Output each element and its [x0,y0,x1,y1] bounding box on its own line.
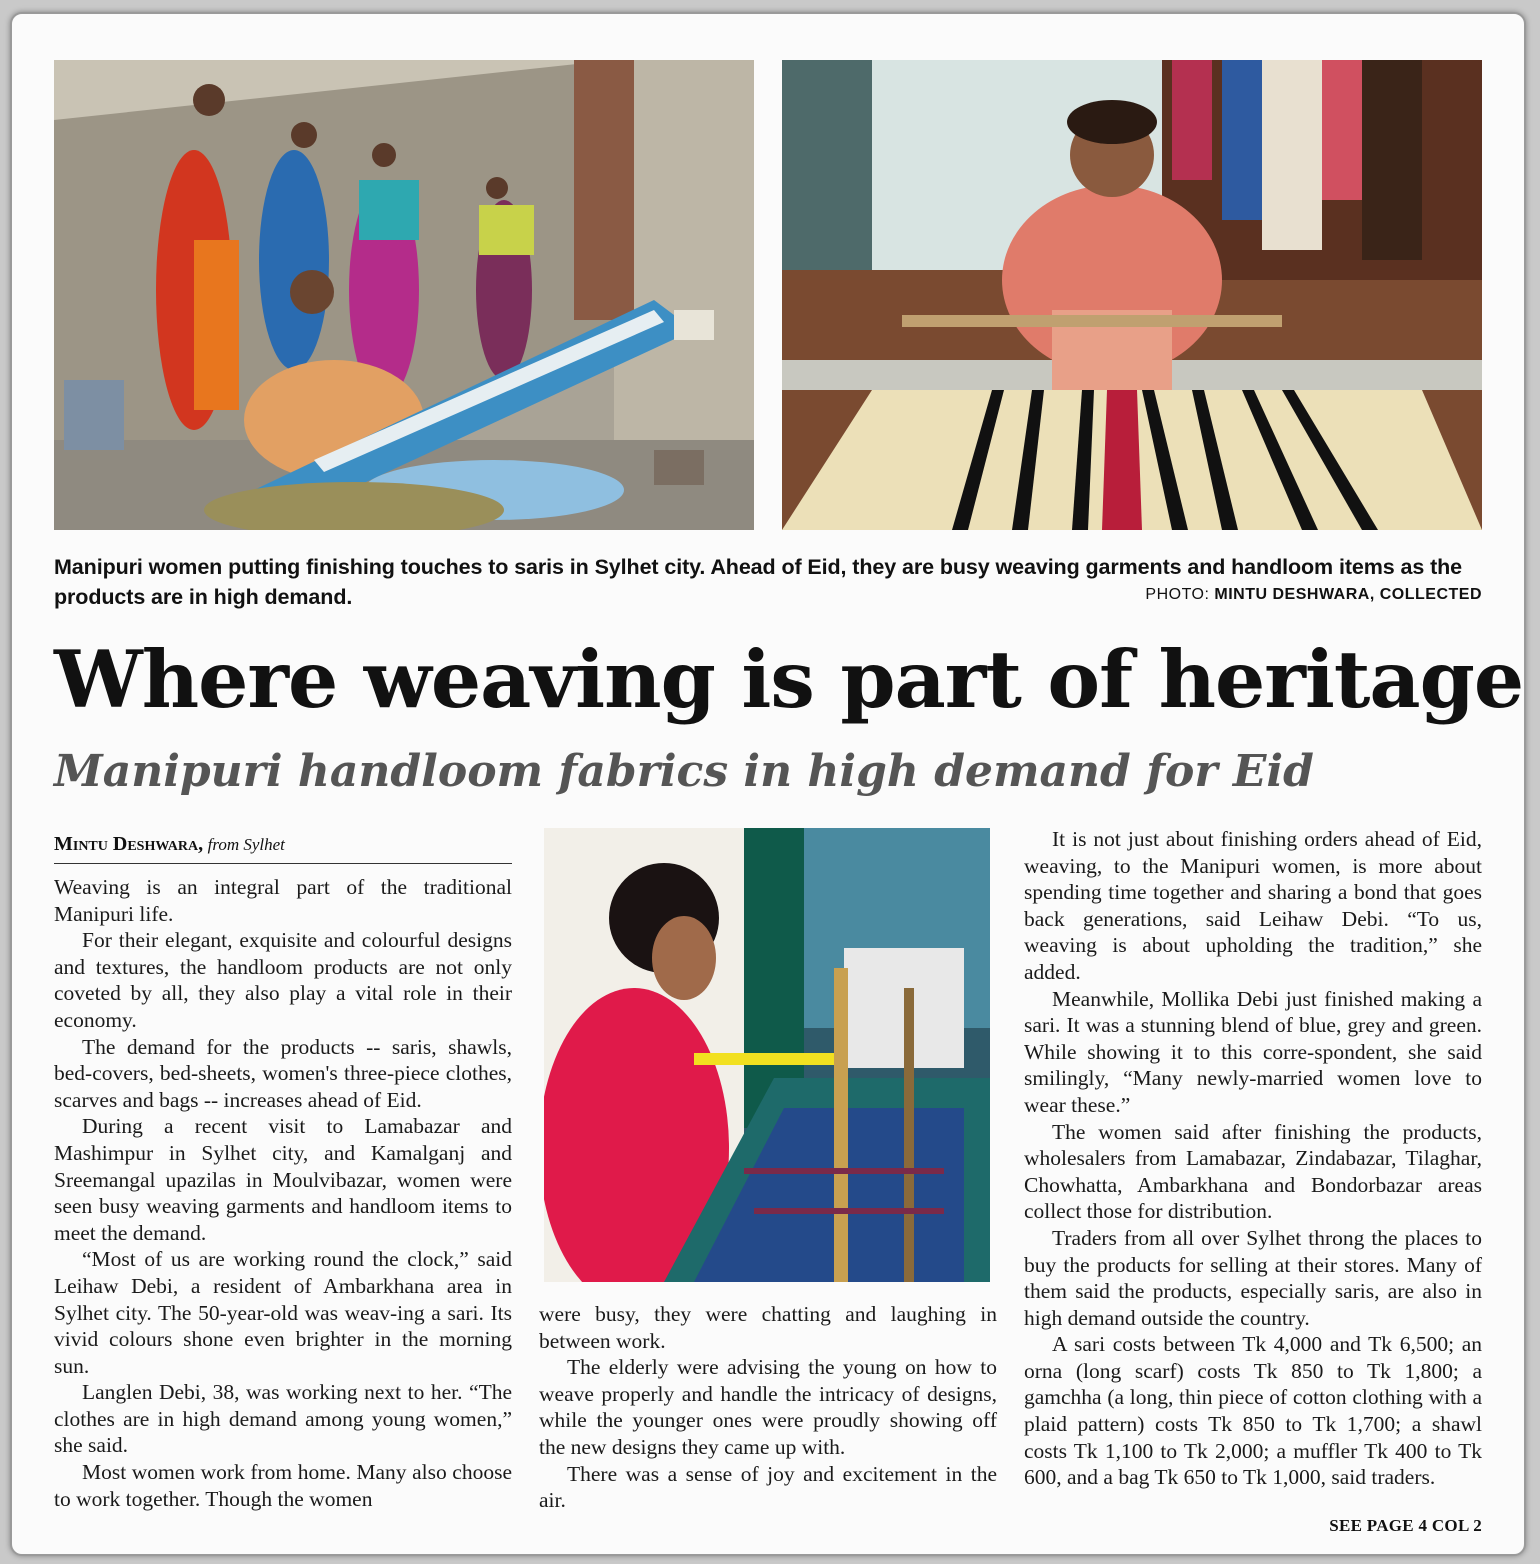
author-location: from Sylhet [207,835,285,854]
credit-names: MINTU DESHWARA, COLLECTED [1214,586,1482,603]
paragraph: There was a sense of joy and excitement in the air. [539,1461,997,1513]
paragraph: The elderly were advising the young on how to weave properly and handle the intricacy of designs, while the younger ones were proudly showing off the new designs they came up with. [539,1355,997,1459]
article-column-1 [54,874,512,1512]
article-column-2 [539,1301,997,1514]
paragraph: Traders from all over Sylhet throng the places to buy the products for selling at their stores. Many of them said the products, especially saris, are also in high demand outside the country. [1024,1225,1482,1330]
jump-line[interactable]: SEE PAGE 4 COL 2 [1329,1516,1482,1535]
article-column-3 [1024,826,1482,1491]
photo-woman-at-loom [782,60,1482,530]
paragraph: “Most of us are working round the clock,” said Leihaw Debi, a resident of Ambarkhana area in Sylhet city. The 50-year-old was weav-ing a sari. Its vivid colours shone even brighter in the morning sun. [54,1247,512,1378]
credit-label: PHOTO: [1145,586,1210,603]
author-name: Mintu Deshwara, [54,833,204,855]
paragraph: Meanwhile, Mollika Debi just finished making a sari. It was a stunning blend of blue, grey and green. While showing it to this corre-spondent, she said smilingly, “Many newly-married women love to wear these.” [1024,986,1482,1117]
paragraph: Weaving is an integral part of the traditional Manipuri life. [54,875,512,926]
newspaper-page [10,12,1526,1556]
paragraph: The women said after finishing the products, wholesalers from Lamabazar, Zindabazar, Tilaghar, Chowhatta, Ambarkhana and Bondorbazar areas collect those for distribution. [1024,1119,1482,1224]
paragraph: Most women work from home. Many also choose to work together. Though the women [54,1460,512,1511]
paragraph: The demand for the products -- saris, shawls, bed-covers, bed-sheets, women's three-piece clothes, scarves and bags -- increases ahead of Eid. [54,1034,512,1112]
byline [54,832,512,864]
paragraph: During a recent visit to Lamabazar and Mashimpur in Sylhet city, and Kamalganj and Sreemangal upazilas in Moulvibazar, women were seen busy weaving garments and handloom items to meet the demand. [54,1114,512,1245]
paragraph: For their elegant, exquisite and colourful designs and textures, the handloom products are not only coveted by all, they also play a vital role in their economy. [54,928,512,1032]
caption-text: Manipuri women putting finishing touches to saris in Sylhet city. Ahead of Eid, they are busy weaving garments and handloom items as the products are in high demand. [54,555,1463,609]
paragraph: Langlen Debi, 38, was working next to her. “The clothes are in high demand among young women,” she said. [54,1380,512,1458]
paragraph: It is not just about finishing orders ahead of Eid, weaving, to the Manipuri women, is more about spending time together and sharing a bond that goes back generations, said Leihaw Debi. “To us, weaving is about upholding the tradition,” she added. [1024,827,1482,984]
paragraph: A sari costs between Tk 4,000 and Tk 6,500; an orna (long scarf) costs Tk 850 to Tk 1,800; a gamchha (a long, thin piece of cotton clothing with a plaid pattern) costs Tk 850 to Tk 1,700; a shawl costs Tk 1,100 to Tk 2,000; a muffler Tk 400 to Tk 600, and a bag Tk 650 to Tk 1,000, said traders. [1024,1332,1482,1490]
subheadline: Manipuri handloom fabrics in high demand for Eid [54,746,1314,797]
photo-credit [1145,586,1482,604]
headline: Where weaving is part of heritage [54,633,1524,726]
photo-girl-at-loom [544,828,990,1282]
paragraph: were busy, they were chatting and laughing in between work. [539,1302,997,1353]
photo-women-weaving-corridor [54,60,754,530]
